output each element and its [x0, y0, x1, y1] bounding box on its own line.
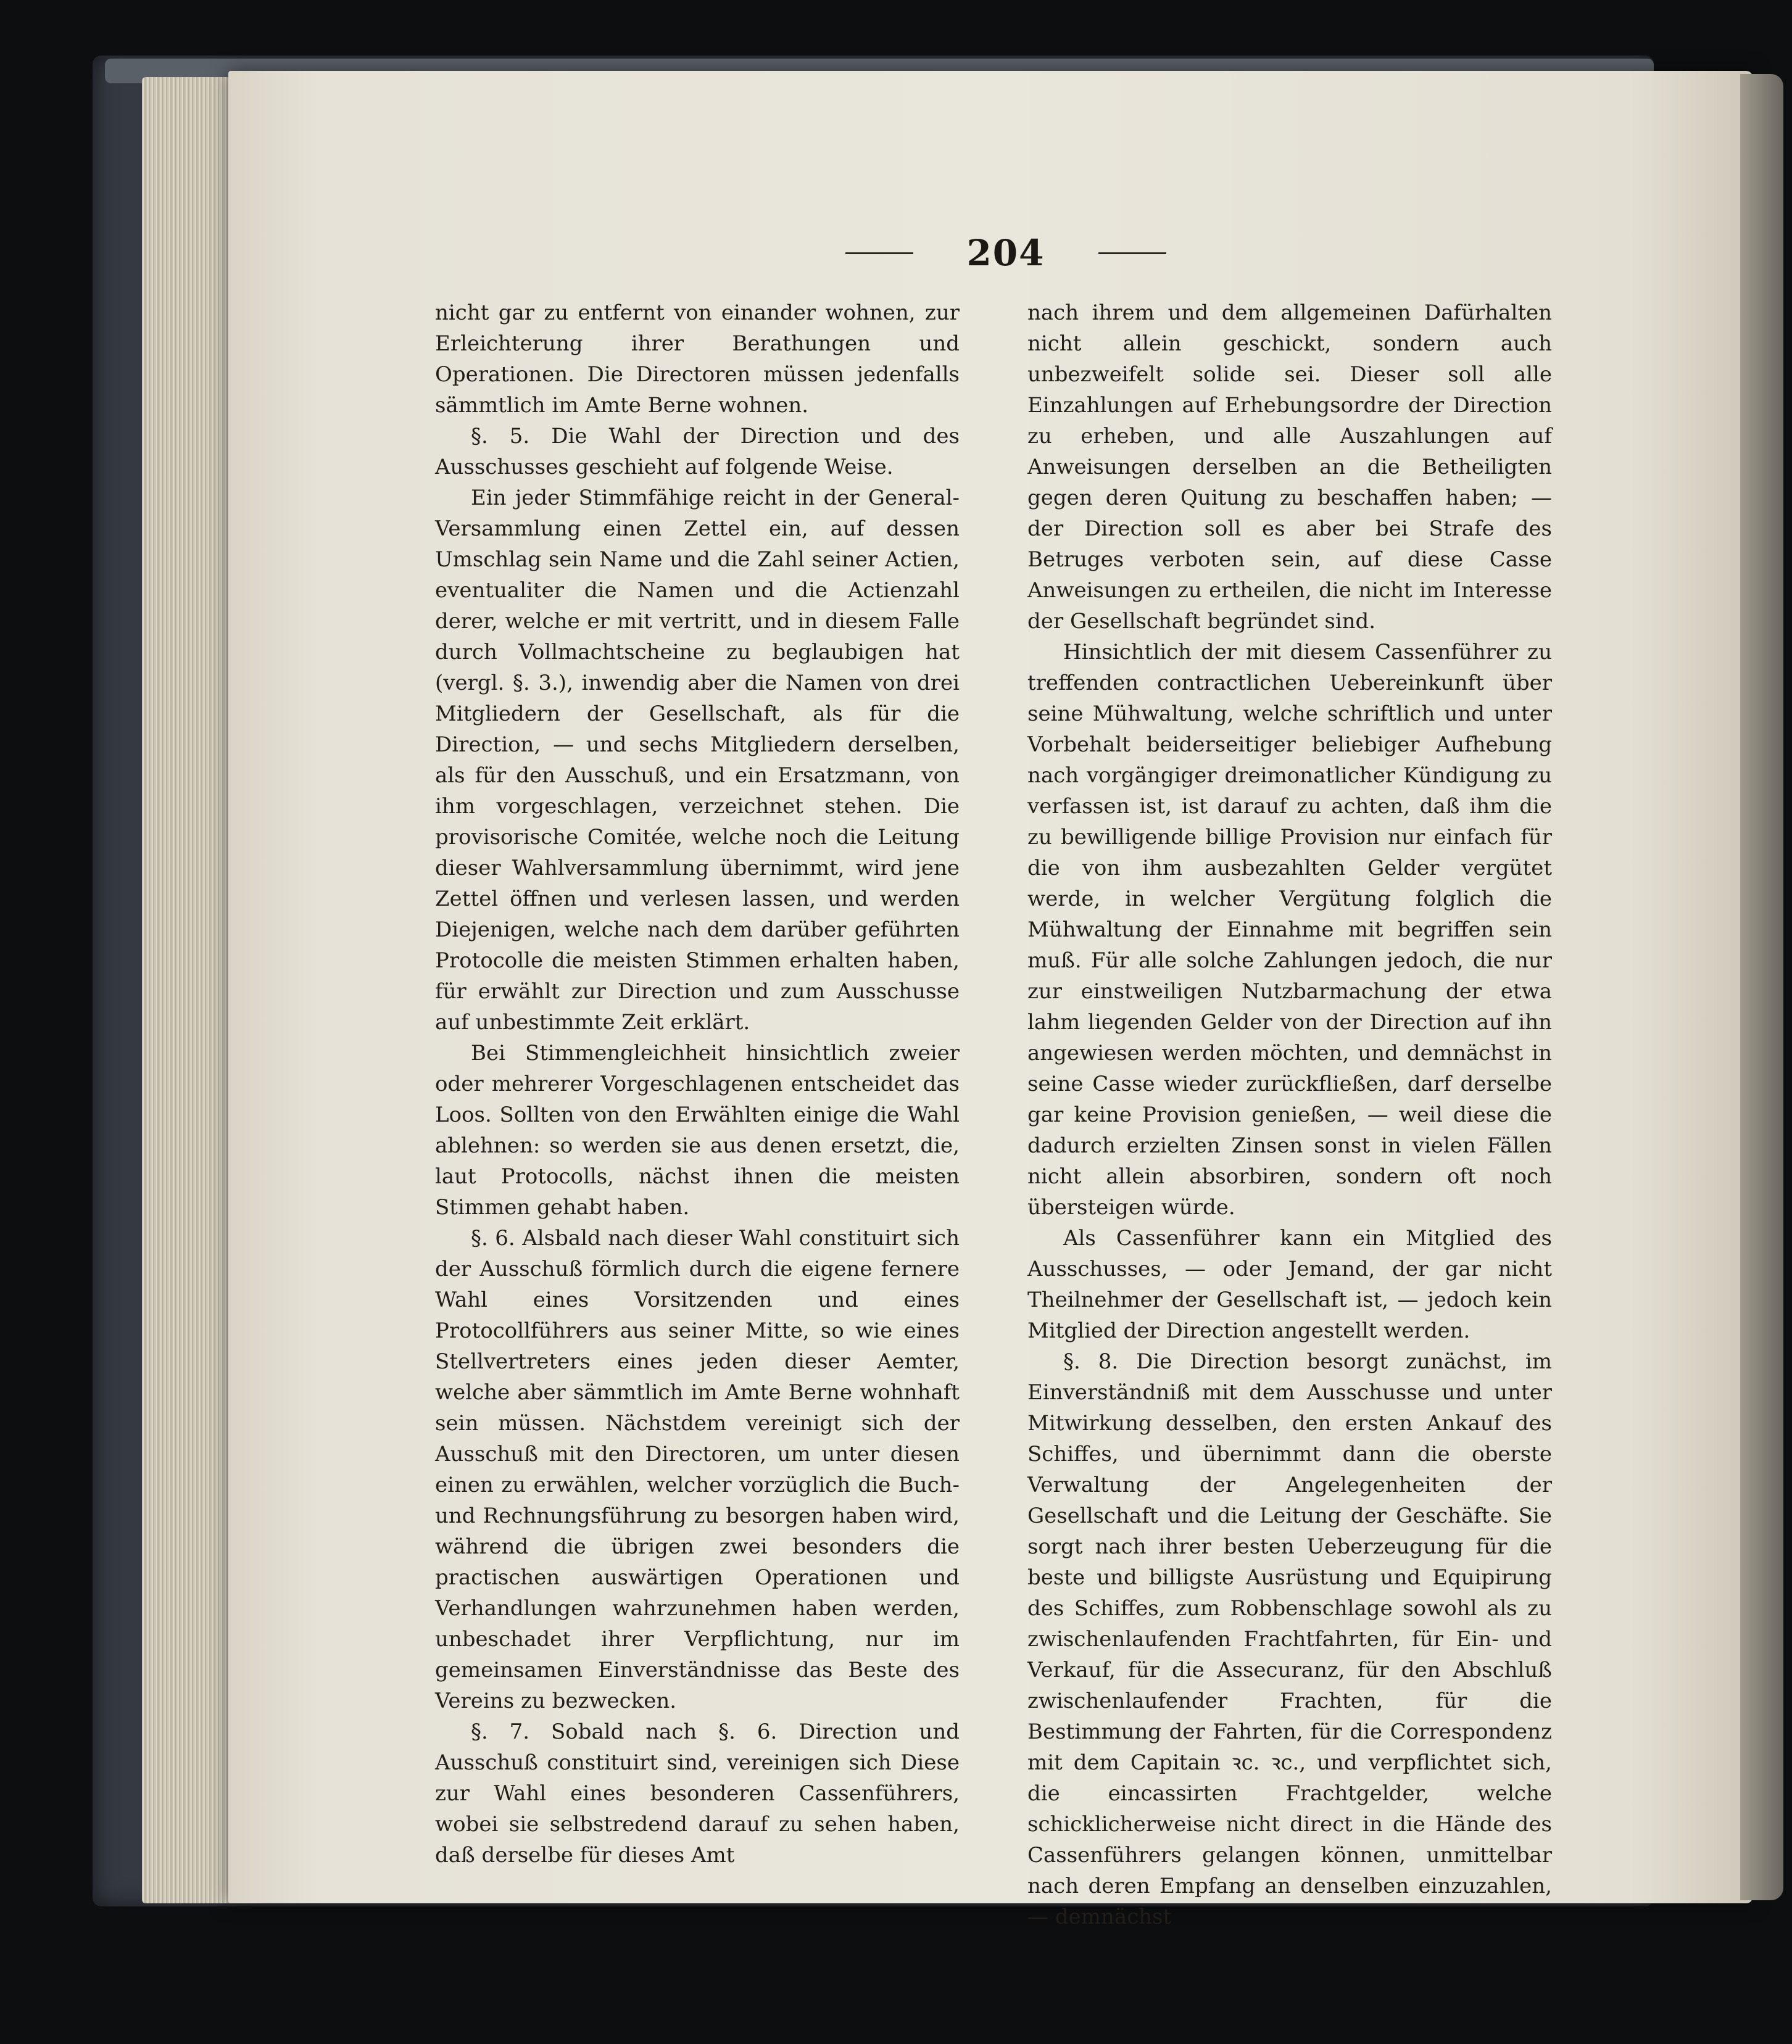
left-text-column [435, 297, 960, 1871]
paragraph: nach ihrem und dem allgemeinen Dafürhalten nicht allein geschickt, sondern auch unbezweifelt solide sei. Dieser soll alle Einzahlungen auf Erhebungsordre der Direction zu erheben, und alle Auszahlungen auf Anweisungen derselben an die Betheiligten gegen deren Quitung zu beschaffen haben; — der Direction soll es aber bei Strafe des Betruges verboten sein, auf diese Casse Anweisungen zu ertheilen, die nicht im Interesse der Gesellschaft begründet sind. [1027, 300, 1552, 634]
paragraph: Bei Stimmengleichheit hinsichtlich zweier oder mehrerer Vorgeschlagenen entscheidet das Loos. Sollten von den Erwählten einige die Wahl ablehnen: so werden sie aus denen ersetzt, die, laut Protocolls, nächst ihnen die meisten Stimmen gehabt haben. [435, 1041, 960, 1220]
paragraph: Ein jeder Stimmfähige reicht in der General-Versammlung einen Zettel ein, auf dessen Umschlag sein Name und die Zahl seiner Actien, eventualiter die Namen und die Actienzahl derer, welche er mit vertritt, und in diesem Falle durch Vollmachtscheine zu beglaubigen hat (vergl. §. 3.), inwendig aber die Namen von drei Mitgliedern der Gesellschaft, als für die Direction, — und sechs Mitgliedern derselben, als für den Ausschuß, und ein Ersatzmann, von ihm vorgeschlagen, verzeichnet stehen. Die provisorische Comitée, welche noch die Leitung dieser Wahlversammlung übernimmt, wird jene Zettel öffnen und verlesen lassen, und werden Diejenigen, welche nach dem darüber geführten Protocolle die meisten Stimmen erhalten haben, für erwählt zur Direction und zum Ausschusse auf unbestimmte Zeit erklärt. [435, 486, 960, 1035]
page-number: 204 [966, 232, 1045, 274]
right-text-column [1027, 297, 1552, 1932]
paragraph: §. 7. Sobald nach §. 6. Direction und Ausschuß constituirt sind, vereinigen sich Diese zur Wahl eines besonderen Cassenführers, wobei sie selbstredend darauf zu sehen haben, daß derselbe für dieses Amt [435, 1719, 960, 1868]
paragraph: nicht gar zu entfernt von einander wohnen, zur Erleichterung ihrer Berathungen und Operationen. Die Directoren müssen jedenfalls sämmtlich im Amte Berne wohnen. [435, 300, 960, 418]
page-header [845, 228, 1166, 278]
paragraph: §. 5. Die Wahl der Direction und des Ausschusses geschieht auf folgende Weise. [435, 424, 960, 479]
paragraph: Hinsichtlich der mit diesem Cassenführer zu treffenden contractlichen Uebereinkunft über seine Mühwaltung, welche schriftlich und unter Vorbehalt beiderseitiger beliebiger Aufhebung nach vorgängiger dreimonatlicher Kündigung zu verfassen ist, ist darauf zu achten, daß ihm die zu bewilligende billige Provision nur einfach für die von ihm ausbezahlten Gelder vergütet werde, in welcher Vergütung folglich die Mühwaltung der Einnahme mit begriffen sein muß. Für alle solche Zahlungen jedoch, die nur zur einstweiligen Nutzbarmachung der etwa lahm liegenden Gelder von der Direction auf ihn angewiesen werden möchten, und demnächst in seine Casse wieder zurückfließen, darf derselbe gar keine Provision genießen, — weil diese die dadurch erzielten Zinsen sonst in vielen Fällen nicht allein absorbiren, sondern oft noch übersteigen würde. [1027, 640, 1552, 1220]
paragraph: §. 6. Alsbald nach dieser Wahl constituirt sich der Ausschuß förmlich durch die eigene fernere Wahl eines Vorsitzenden und eines Protocollführers aus seiner Mitte, so wie eines Stellvertreters eines jeden dieser Aemter, welche aber sämmtlich im Amte Berne wohnhaft sein müssen. Nächstdem vereinigt sich der Ausschuß mit den Directoren, um unter diesen einen zu erwählen, welcher vorzüglich die Buch- und Rechnungsführung zu besorgen haben wird, während die übrigen zwei besonders die practischen auswärtigen Operationen und Verhandlungen wahrzunehmen haben werden, unbeschadet ihrer Verpflichtung, nur im gemeinsamen Einverständnisse das Beste des Vereins zu bezwecken. [435, 1226, 960, 1713]
header-rule-left [845, 252, 913, 254]
right-page-edge [1740, 74, 1783, 1900]
paragraph: §. 8. Die Direction besorgt zunächst, im Einverständniß mit dem Ausschusse und unter Mitwirkung desselben, den ersten Ankauf des Schiffes, und übernimmt dann die oberste Verwaltung der Angelegenheiten der Gesellschaft und die Leitung der Geschäfte. Sie sorgt nach ihrer besten Ueberzeugung für die beste und billigste Ausrüstung und Equipirung des Schiffes, zum Robbenschlage sowohl als zu zwischenlaufenden Frachtfahrten, für Ein- und Verkauf, für die Assecuranz, für den Abschluß zwischenlaufender Frachten, für die Bestimmung der Fahrten, für die Correspondenz mit dem Capitain ꝛc. ꝛc., und verpflichtet sich, die eincassirten Frachtgelder, welche schicklicherweise nicht direct in die Hände des Cassenführers gelangen können, unmittelbar nach deren Empfang an denselben einzuzahlen, — demnächst [1027, 1349, 1552, 1929]
header-rule-right [1098, 252, 1166, 254]
page-stack-edge [142, 77, 234, 1903]
paragraph: Als Cassenführer kann ein Mitglied des Ausschusses, — oder Jemand, der gar nicht Theilnehmer der Gesellschaft ist, — jedoch kein Mitglied der Direction angestellt werden. [1027, 1226, 1552, 1343]
